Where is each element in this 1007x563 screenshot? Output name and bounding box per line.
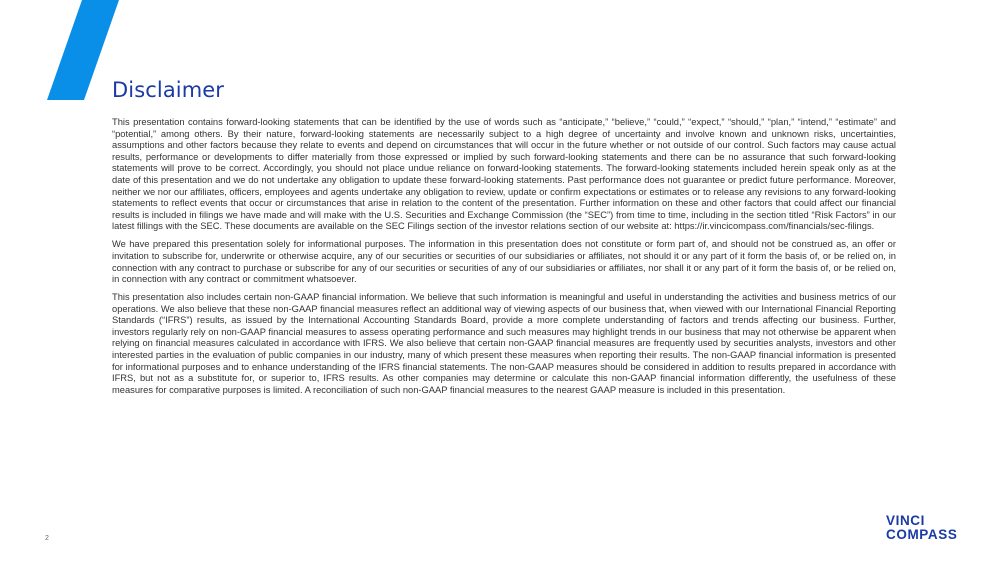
page-number: 2 <box>45 535 49 542</box>
accent-slash-shape <box>47 0 119 100</box>
paragraph-forward-looking: This presentation contains forward-looking statements that can be identified by the use of words such as “anticipate,” “believe,” “could,” “expect,” “should,” “plan,” “intend,” “estimate” and “potential,” among others. By their nature, forward-looking statements are necessarily subject to a high degree of uncertainty and involve known and unknown risks, uncertainties, assumptions and other factors because they relate to events and depend on circumstances that will occur in the future whether or not outside of our control. Such factors may cause actual results, performance or developments to differ materially from those expressed or implied by such forward-looking statements and there can be no assurance that such forward-looking statements will prove to be correct. Accordingly, you should not place undue reliance on forward-looking statements. The forward-looking statements included herein speak only as at the date of this presentation and we do not undertake any obligation to update these forward-looking statements. Past performance does not guarantee or predict future performance. Moreover, neither we nor our affiliates, officers, employees and agents undertake any obligation to review, update or confirm expectations or estimates or to release any revisions to any forward-looking statements to reflect events that occur or circumstances that arise in relation to the content of the presentation. Further information on these and other factors that could affect our financial results is included in filings we have made and will make with the U.S. Securities and Exchange Commission (the “SEC”) from time to time, including in the section titled “Risk Factors” in our latest fillings with the SEC. These documents are available on the SEC Filings section of the investor relations section of our website at: https://ir.vincicompass.com/financials/sec-filings. <box>112 117 896 232</box>
paragraph-informational-purposes: We have prepared this presentation solely for informational purposes. The information in this presentation does not constitute or form part of, and should not be construed as, an offer or invitation to subscribe for, underwrite or otherwise acquire, any of our securities or securities of our subsidiaries or affiliates, not should it or any part of it form the basis of, or be relied on, in connection with any contract to purchase or subscribe for any of our securities or securities of any of our subsidiaries or affiliates, nor shall it or any part of it form the basis of, or be relied on, in connection with any contract or commitment whatsoever. <box>112 239 896 285</box>
company-logo <box>886 514 957 541</box>
page-title: Disclaimer <box>112 78 225 102</box>
disclaimer-body <box>112 117 896 403</box>
logo-line-1: VINCI <box>886 513 926 528</box>
logo-line-2: COMPASS <box>886 526 958 542</box>
paragraph-non-gaap: This presentation also includes certain non-GAAP financial information. We believe that such information is meaningful and useful in understanding the activities and business metrics of our operations. We also believe that these non-GAAP financial measures reflect an additional way of viewing aspects of our business that, when viewed with our International Financial Reporting Standards (“IFRS”) results, as issued by the International Accounting Standards Board, provide a more complete understanding of factors and trends affecting our business. Further, investors regularly rely on non-GAAP financial measures to assess operating performance and such measures may highlight trends in our business that may not otherwise be apparent when relying on financial measures calculated in accordance with IFRS. We also believe that certain non-GAAP financial measures are frequently used by securities analysts, investors and other interested parties in the evaluation of public companies in our industry, many of which present these measures when reporting their results. The non-GAAP financial information is presented for informational purposes and to enhance understanding of the IFRS financial statements. The non-GAAP measures should be considered in addition to results prepared in accordance with IFRS, but not as a substitute for, or superior to, IFRS results. As other companies may determine or calculate this non-GAAP financial information differently, the usefulness of these measures for comparative purposes is limited. A reconciliation of such non-GAAP financial measures to the nearest GAAP measure is included in this presentation. <box>112 292 896 395</box>
accent-slash <box>0 0 130 100</box>
